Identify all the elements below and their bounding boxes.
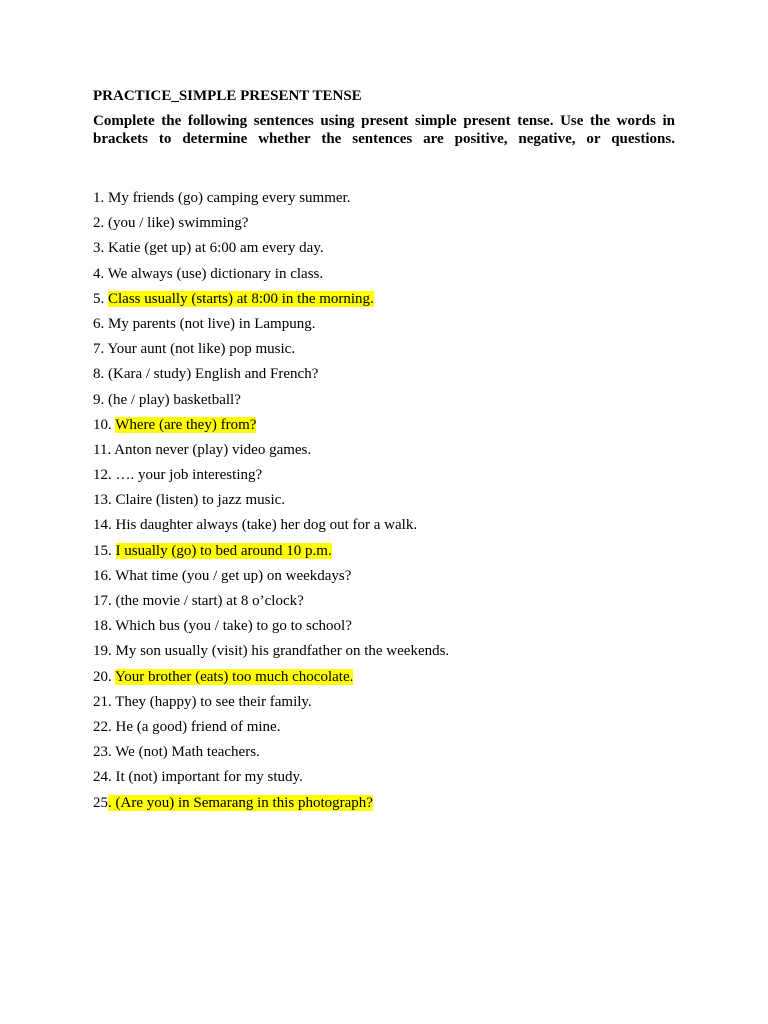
exercise-item (93, 539, 675, 564)
exercise-item (93, 639, 675, 664)
exercise-item (93, 413, 675, 438)
exercise-text: 13. Claire (listen) to jazz music. (93, 492, 286, 509)
exercise-text: 6. My parents (not live) in Lampung. (93, 315, 316, 332)
exercise-item (93, 564, 675, 589)
exercise-text: 17. (the movie / start) at 8 o’clock? (93, 593, 304, 609)
exercise-item (93, 388, 675, 413)
exercise-item (93, 337, 675, 362)
exercise-list (93, 186, 675, 816)
exercise-item (93, 791, 675, 816)
exercise-text: 9. (he / play) basketball? (93, 391, 241, 408)
exercise-text: 3. Katie (get up) at 6:00 am every day. (93, 240, 324, 257)
exercise-text: 19. My son usually (visit) his grandfather on the weekends. (93, 643, 450, 660)
exercise-item (93, 589, 675, 614)
exercise-text: 12. …. your job interesting? (93, 467, 263, 484)
exercise-text: 11. Anton never (play) video games. (93, 441, 312, 458)
exercise-item (93, 513, 675, 538)
exercise-highlighted-text: Your brother (eats) too much chocolate. (114, 668, 354, 685)
exercise-item (93, 690, 675, 715)
exercise-item (93, 463, 675, 488)
exercise-text: 25 (93, 794, 108, 811)
exercise-text: 2. (you / like) swimming? (93, 215, 249, 232)
exercise-highlighted-text: Class usually (starts) at 8:00 in the morning. (108, 290, 374, 307)
exercise-item (93, 665, 675, 690)
exercise-item (93, 488, 675, 513)
exercise-text: 7. Your aunt (not like) pop music. (93, 341, 296, 358)
worksheet-title: PRACTICE_SIMPLE PRESENT TENSE (93, 88, 362, 104)
exercise-item (93, 362, 675, 387)
exercise-text: 14. His daughter always (take) her dog out for a walk. (93, 517, 418, 534)
worksheet-instructions: Complete the following sentences using present simple present tense. Use the words in brackets to determine whether the sentences are positive, negative, or questions. (93, 113, 675, 147)
exercise-text: 22. He (a good) friend of mine. (93, 718, 281, 735)
exercise-text: 24. It (not) important for my study. (93, 769, 303, 786)
exercise-text: 15. (93, 542, 116, 559)
exercise-item (93, 715, 675, 740)
exercise-item (93, 740, 675, 765)
exercise-item (93, 438, 675, 463)
exercise-highlighted-text: I usually (go) to bed around 10 p.m. (115, 542, 332, 559)
exercise-text: 20. (93, 668, 115, 685)
exercise-item (93, 765, 675, 790)
exercise-text: 18. Which bus (you / take) to go to school? (93, 618, 352, 635)
exercise-item (93, 312, 675, 337)
exercise-item (93, 186, 675, 211)
exercise-item (93, 262, 675, 287)
exercise-text: 16. What time (you / get up) on weekdays? (93, 567, 352, 584)
worksheet-page (93, 86, 675, 816)
exercise-text: 21. They (happy) to see their family. (93, 693, 312, 710)
exercise-highlighted-text: Where (are they) from? (115, 416, 257, 433)
exercise-text: 4. We always (use) dictionary in class. (93, 265, 324, 282)
exercise-item (93, 211, 675, 236)
exercise-item (93, 614, 675, 639)
exercise-item (93, 236, 675, 261)
exercise-item (93, 287, 675, 312)
exercise-text: 1. My friends (go) camping every summer. (93, 190, 351, 206)
exercise-text: 8. (Kara / study) English and French? (93, 366, 319, 383)
exercise-highlighted-text: . (Are you) in Semarang in this photograph? (108, 794, 373, 811)
exercise-text: 5. (93, 290, 108, 307)
exercise-text: 10. (93, 416, 116, 433)
exercise-text: 23. We (not) Math teachers. (93, 744, 260, 761)
